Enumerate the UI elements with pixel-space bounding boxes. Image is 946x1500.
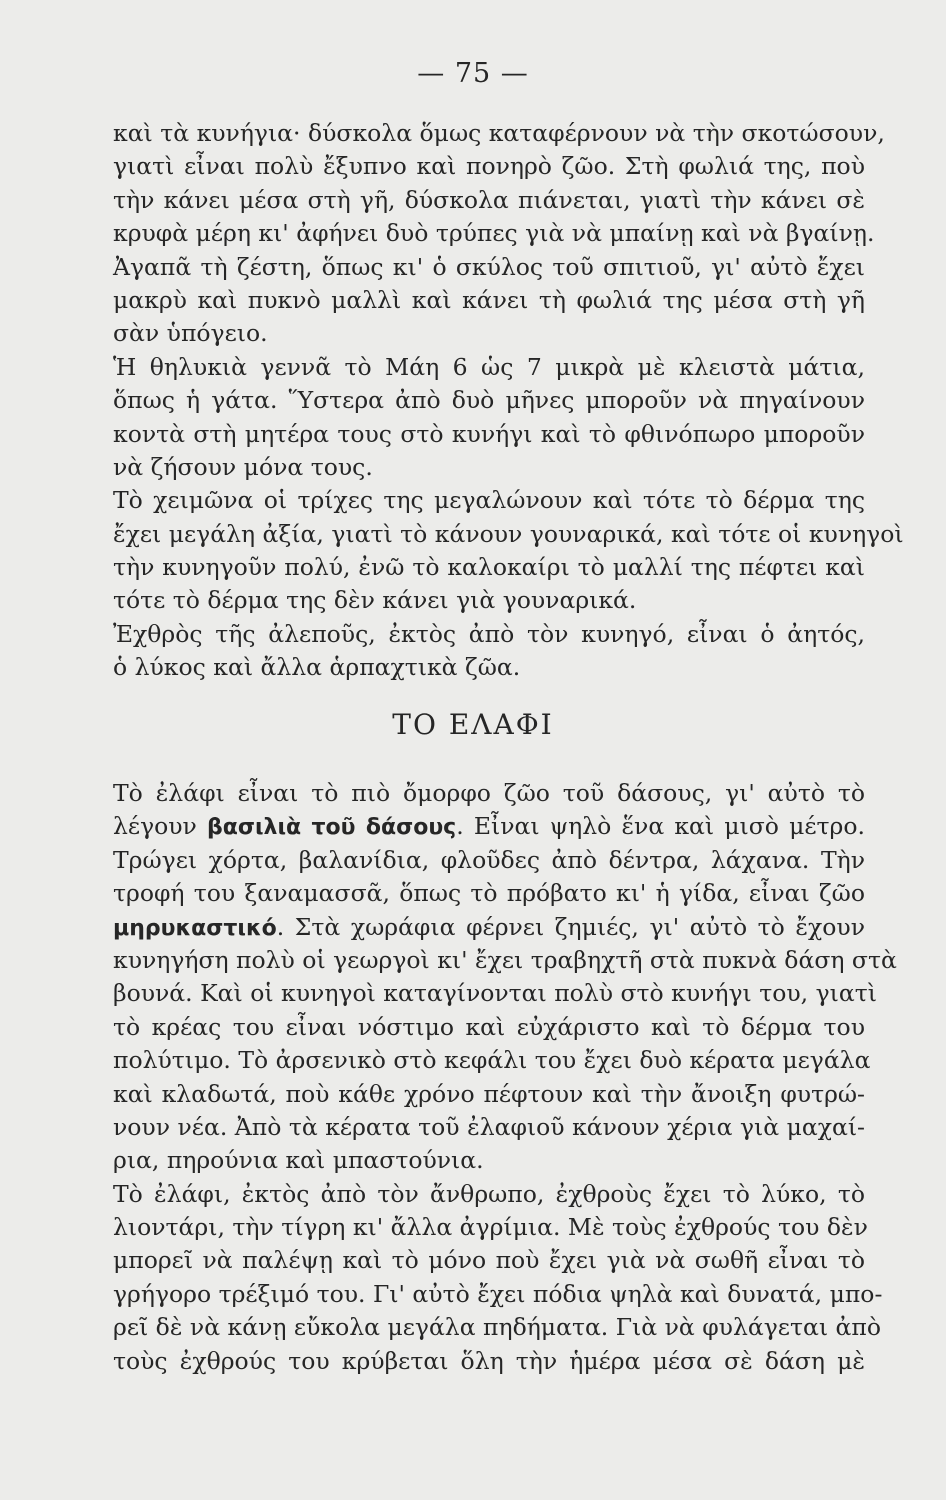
bold-term: μηρυκαστικό <box>113 915 277 941</box>
text-line: ὅπως ἡ γάτα. Ὕστερα ἀπὸ δυὸ μῆνες μποροῦν νὰ πηγαίνουν <box>113 386 865 415</box>
text-line: γιατὶ εἶναι πολὺ ἔξυπνο καὶ πονηρὸ ζῶο. Στὴ φωλιά της, ποὺ <box>113 152 865 181</box>
fox-section-text <box>113 117 904 685</box>
text-line: καὶ τὰ κυνήγια· δύσκολα ὅμως καταφέρνουν νὰ τὴν σκοτώσουν, <box>113 119 885 147</box>
text-line: ρια, πηρούνια καὶ μπαστούνια. <box>113 1146 484 1175</box>
text-line: τὸ κρέας του εἶναι νόστιμο καὶ εὐχάριστο καὶ τὸ δέρμα του <box>113 1012 865 1041</box>
text-line: σὰν ὑπόγειο. <box>113 319 268 348</box>
text-line: πολύτιμο. Τὸ ἀρσενικὸ στὸ κεφάλι του ἔχει δυὸ κέρατα μεγάλα <box>113 1046 871 1075</box>
text-line: Τρώγει χόρτα, βαλανίδια, φλοῦδες ἀπὸ δέντρα, λάχανα. Τὴν <box>113 845 865 874</box>
text-line <box>113 911 865 944</box>
text-line: τότε τὸ δέρμα της δὲν κάνει γιὰ γουναρικά. <box>113 586 637 615</box>
text-fragment: . Εἶναι ψηλὸ ἕνα καὶ μισὸ μέτρο. <box>456 812 865 841</box>
text-line: τοὺς ἐχθρούς του κρύβεται ὅλη τὴν ἡμέρα μέσα σὲ δάση μὲ <box>113 1346 865 1375</box>
text-line: μπορεῖ νὰ παλέψῃ καὶ τὸ μόνο ποὺ ἔχει γιὰ νὰ σωθῆ εἶναι τὸ <box>113 1246 865 1275</box>
text-line: γρήγορο τρέξιμό του. Γι' αὐτὸ ἔχει πόδια ψηλὰ καὶ δυνατά, μπο- <box>113 1279 883 1308</box>
text-line: Τὸ ἐλάφι, ἐκτὸς ἀπὸ τὸν ἄνθρωπο, ἐχθροὺς ἔχει τὸ λύκο, τὸ <box>113 1179 865 1208</box>
text-line: τὴν κάνει μέσα στὴ γῆ, δύσκολα πιάνεται, γιατὶ τὴν κάνει σὲ <box>113 185 865 214</box>
section-heading: ΤΟ ΕΛΑΦΙ <box>392 708 554 741</box>
text-line: νὰ ζήσουν μόνα τους. <box>113 452 373 481</box>
deer-section-text <box>113 777 897 1378</box>
text-fragment: . Στὰ χωράφια φέρνει ζημιές, γι' αὐτὸ τὸ ἔχουν <box>276 912 865 941</box>
text-line: βουνά. Καὶ οἱ κυνηγοὶ καταγίνονται πολὺ στὸ κυνήγι του, γιατὶ <box>113 979 877 1008</box>
text-line: Τὸ ἐλάφι εἶναι τὸ πιὸ ὄμορφο ζῶο τοῦ δάσους, γι' αὐτὸ τὸ <box>113 779 865 807</box>
text-line: καὶ κλαδωτά, ποὺ κάθε χρόνο πέφτουν καὶ τὴν ἄνοιξη φυτρώ- <box>113 1079 865 1108</box>
text-line: Ἡ θηλυκιὰ γεννᾶ τὸ Μάη 6 ὡς 7 μικρὰ μὲ κλειστὰ μάτια, <box>113 352 865 381</box>
text-line: κυνηγήση πολὺ οἱ γεωργοὶ κι' ἔχει τραβηχτῆ στὰ πυκνὰ δάση στὰ <box>113 945 897 974</box>
text-line: μακρὺ καὶ πυκνὸ μαλλὶ καὶ κάνει τὴ φωλιά της μέσα στὴ γῆ <box>113 285 865 314</box>
text-fragment: λέγουν <box>113 812 207 841</box>
text-line: νουν νέα. Ἀπὸ τὰ κέρατα τοῦ ἐλαφιοῦ κάνουν χέρια γιὰ μαχαί- <box>113 1112 865 1141</box>
bold-term: βασιλιὰ τοῦ δάσους <box>206 815 457 841</box>
text-line: ἔχει μεγάλη ἀξία, γιατὶ τὸ κάνουν γουναρικά, καὶ τότε οἱ κυνηγοὶ <box>113 519 904 548</box>
page-number: — 75 — <box>417 58 529 89</box>
text-line: Τὸ χειμῶνα οἱ τρίχες της μεγαλώνουν καὶ τότε τὸ δέρμα της <box>113 486 865 515</box>
text-line: λιοντάρι, τὴν τίγρη κι' ἄλλα ἀγρίμια. Μὲ τοὺς ἐχθρούς του δὲν <box>113 1213 868 1242</box>
text-line: ρεῖ δὲ νὰ κάνῃ εὔκολα μεγάλα πηδήματα. Γιὰ νὰ φυλάγεται ἀπὸ <box>113 1313 881 1342</box>
text-line: τὴν κυνηγοῦν πολύ, ἐνῶ τὸ καλοκαίρι τὸ μαλλί της πέφτει καὶ <box>113 553 865 582</box>
text-line: κρυφὰ μέρη κι' ἀφήνει δυὸ τρύπες γιὰ νὰ μπαίνῃ καὶ νὰ βγαίνῃ. <box>113 219 875 248</box>
text-line: κοντὰ στὴ μητέρα τους στὸ κυνήγι καὶ τὸ φθινόπωρο μποροῦν <box>113 419 865 448</box>
text-line: ὁ λύκος καὶ ἄλλα ἁρπαχτικὰ ζῶα. <box>113 653 521 682</box>
text-line: Ἀγαπᾶ τὴ ζέστη, ὅπως κι' ὁ σκύλος τοῦ σπιτιοῦ, γι' αὐτὸ ἔχει <box>113 252 865 281</box>
text-line: τροφή του ξαναμασσᾶ, ὅπως τὸ πρόβατο κι' ἡ γίδα, εἶναι ζῶο <box>113 879 865 908</box>
text-line <box>113 810 865 843</box>
text-line: Ἐχθρὸς τῆς ἀλεποῦς, ἐκτὸς ἀπὸ τὸν κυνηγό, εἶναι ὁ ἀητός, <box>113 619 865 648</box>
